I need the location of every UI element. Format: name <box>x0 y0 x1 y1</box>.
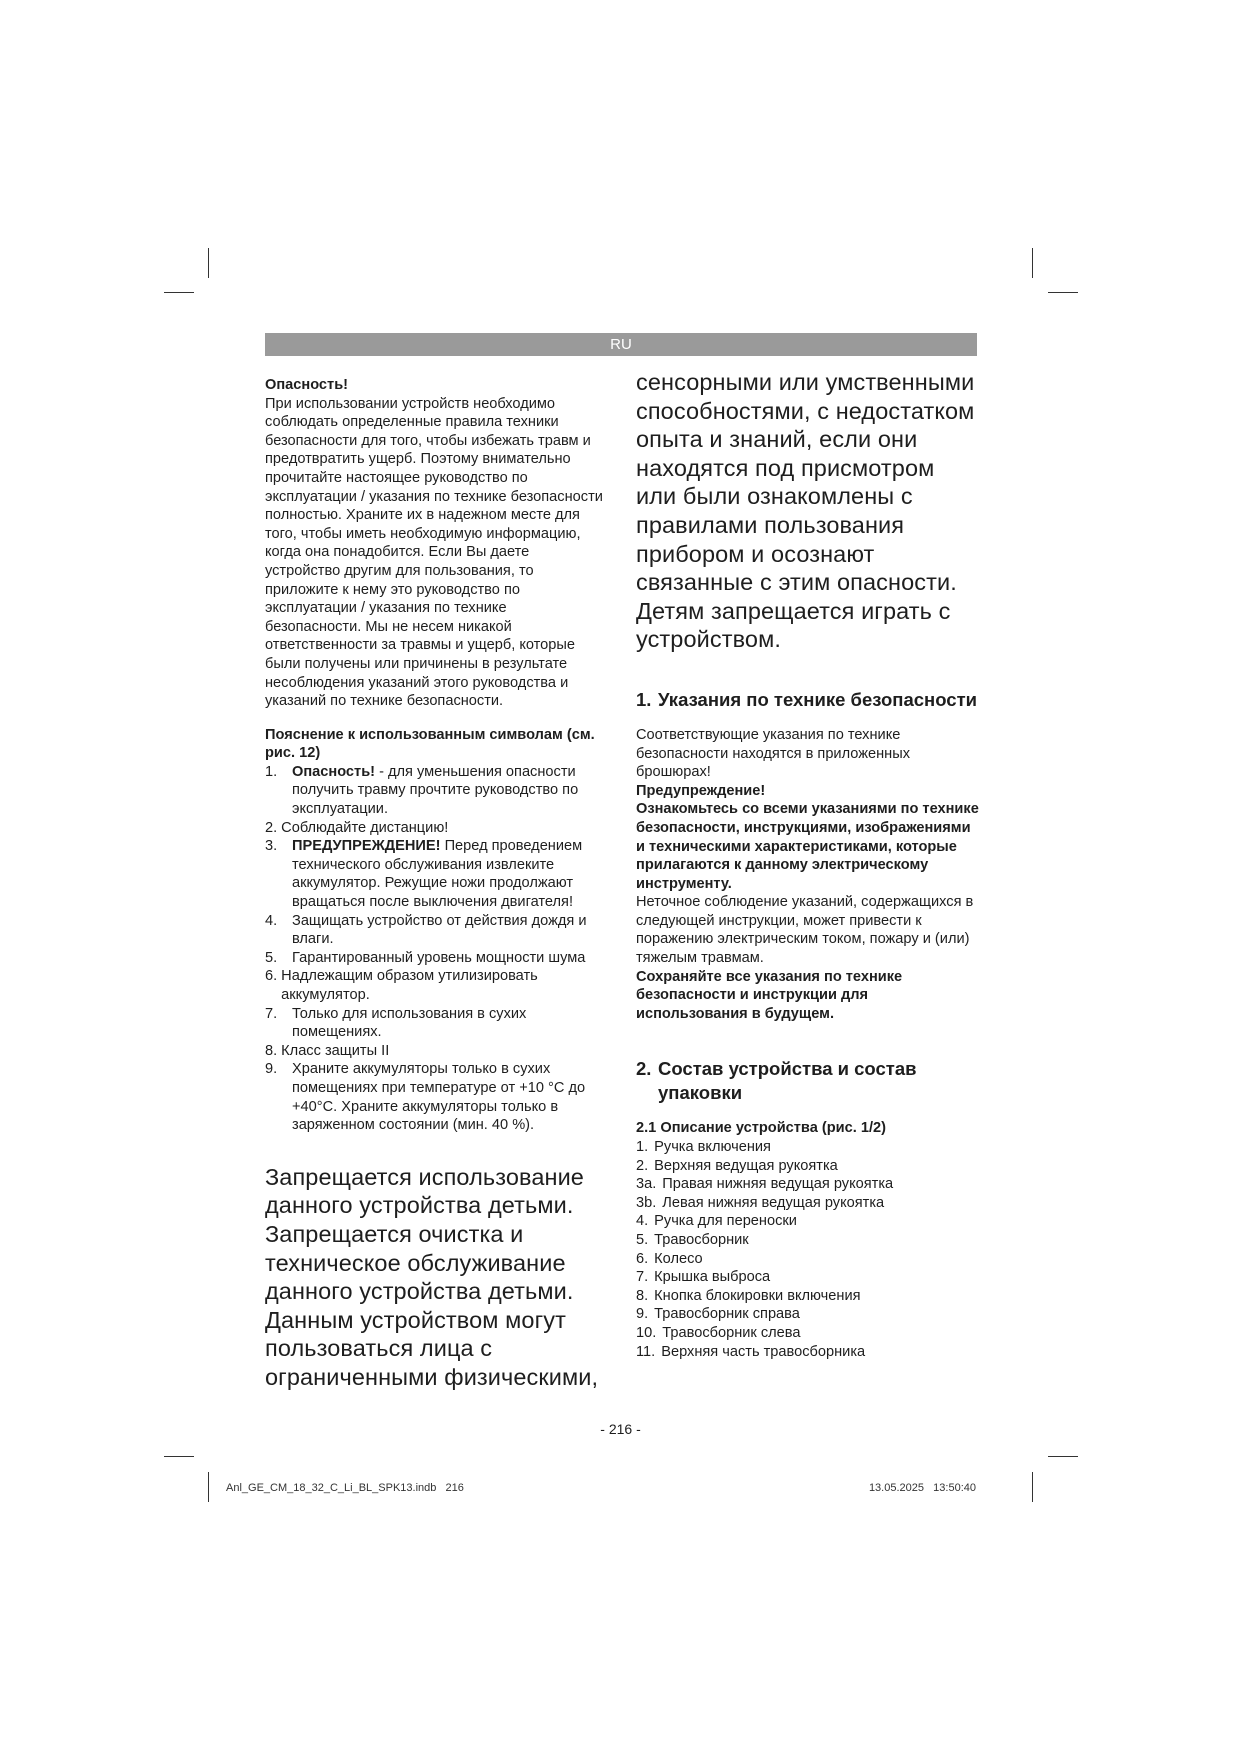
footer-file-name: Anl_GE_CM_18_32_C_Li_BL_SPK13.indb 216 <box>226 1482 464 1494</box>
crop-mark <box>208 1472 209 1502</box>
list-item: 6. Надлежащим образом утилизировать аккумулятор. <box>265 968 538 1003</box>
list-item: 10. Травосборник слева <box>636 1324 801 1341</box>
symbols-list <box>265 763 603 1135</box>
right-column <box>636 368 981 1361</box>
symbols-title: Пояснение к использованным символам (см. рис. 12) <box>265 726 595 762</box>
danger-title: Опасность! <box>265 377 349 393</box>
warning-title: Предупреждение! <box>636 782 766 799</box>
section-1-heading: 1. Указания по технике безопасности <box>636 688 977 710</box>
danger-text: При использовании устройств необходимо соблюдать определенные правила техники безопасности для того, чтобы избежать травм и предотвратить ущерб. Поэтому внимательно прочитайте настоящее руководство по эксплуатации / указания по технике безопасности полностью. Храните их в надежном месте для того, чтобы иметь необходимую информацию, когда она понадобится. Если Вы даете устройство другим для пользования, то приложите к нему это руководство по эксплуатации / указания по технике безопасности. Мы не несем никакой ответственности за травмы и ущерб, которые были получены или причинены в результате несоблюдения указаний этого руководства и указаний по технике безопасности. <box>265 395 603 710</box>
language-header-bar: RU <box>265 333 977 356</box>
warning-bold-text: Ознакомьтесь со всеми указаниями по технике безопасности, инструкциями, изображениями и техническими характеристиками, которые прилагаются к данному электрическому инструменту. <box>636 801 979 892</box>
list-item: 9. Травосборник справа <box>636 1306 800 1323</box>
list-item: 8. Кнопка блокировки включения <box>636 1287 861 1304</box>
crop-mark <box>1032 1472 1033 1502</box>
list-item: 2. Соблюдайте дистанцию! <box>265 819 449 836</box>
footer-time: 13:50:40 <box>933 1482 976 1494</box>
left-column <box>265 376 603 1392</box>
crop-mark <box>1032 248 1033 278</box>
crop-mark <box>164 1456 194 1457</box>
crop-mark <box>208 248 209 278</box>
section-2-heading: 2. Состав устройства и состав упаковки <box>636 1058 917 1104</box>
crop-mark <box>1048 292 1078 293</box>
list-item: 3. ПРЕДУПРЕЖДЕНИЕ! Перед проведением технического обслуживания извлеките аккумулятор. Режущие ножи продолжают вращаться после выключения двигателя! <box>265 838 583 911</box>
list-item: 11. Верхняя часть травосборника <box>636 1343 866 1360</box>
section-1-intro: Соответствующие указания по технике безопасности находятся в приложенных брошюрах! <box>636 726 911 781</box>
device-parts-list <box>636 1138 981 1361</box>
list-item: 4. Ручка для переноски <box>636 1213 797 1230</box>
crop-mark <box>164 292 194 293</box>
list-item: 7. Крышка выброса <box>636 1269 771 1286</box>
list-item: 3b. Левая нижняя ведущая рукоятка <box>636 1194 885 1211</box>
list-item: 5. Гарантированный уровень мощности шума <box>265 949 586 966</box>
warning-text: Неточное соблюдение указаний, содержащихся в следующей инструкции, может привести к поражению электрическим током, пожару и (или) тяжелым травмам. <box>636 894 974 967</box>
list-item: 5. Травосборник <box>636 1232 749 1248</box>
children-warning: Запрещается использование данного устройства детьми. Запрещается очистка и техническое обслуживание данного устройства детьми. Данным устройством могут пользоваться лица с ограниченными физическими, <box>265 1163 599 1390</box>
list-item: 9. Храните аккумуляторы только в сухих помещениях при температуре от +10 °C до +40°C. Храните аккумуляторы только в заряженном состоянии (мин. 40 %). <box>265 1061 586 1134</box>
crop-mark <box>1048 1456 1078 1457</box>
footer-timestamp <box>869 1482 976 1494</box>
subsection-title: 2.1 Описание устройства (рис. 1/2) <box>636 1120 886 1137</box>
footer-date: 13.05.2025 <box>868 1482 924 1494</box>
list-item: 2. Верхняя ведущая рукоятка <box>636 1157 838 1174</box>
keep-instructions-text: Сохраняйте все указания по технике безопасности и инструкции для использования в будущем. <box>636 968 903 1022</box>
list-item: 3a. Правая нижняя ведущая рукоятка <box>636 1176 894 1193</box>
children-warning-continued: сенсорными или умственными способностями, с недостатком опыта и знаний, если они находятся под присмотром или были ознакомлены с правилами пользования прибором и осознают связанные с этим опасности. Детям запрещается играть с устройством. <box>636 369 975 653</box>
list-item: 1. Опасность! - для уменьшения опасности получить травму прочтите руководство по эксплуатации. <box>265 763 579 818</box>
list-item: 4. Защищать устройство от действия дождя и влаги. <box>265 912 587 948</box>
page-number: - 216 - <box>600 1421 641 1437</box>
list-item: 8. Класс защиты II <box>265 1042 390 1059</box>
list-item: 1. Ручка включения <box>636 1139 771 1156</box>
list-item: 7. Только для использования в сухих помещениях. <box>265 1005 527 1041</box>
list-item: 6. Колесо <box>636 1250 703 1267</box>
